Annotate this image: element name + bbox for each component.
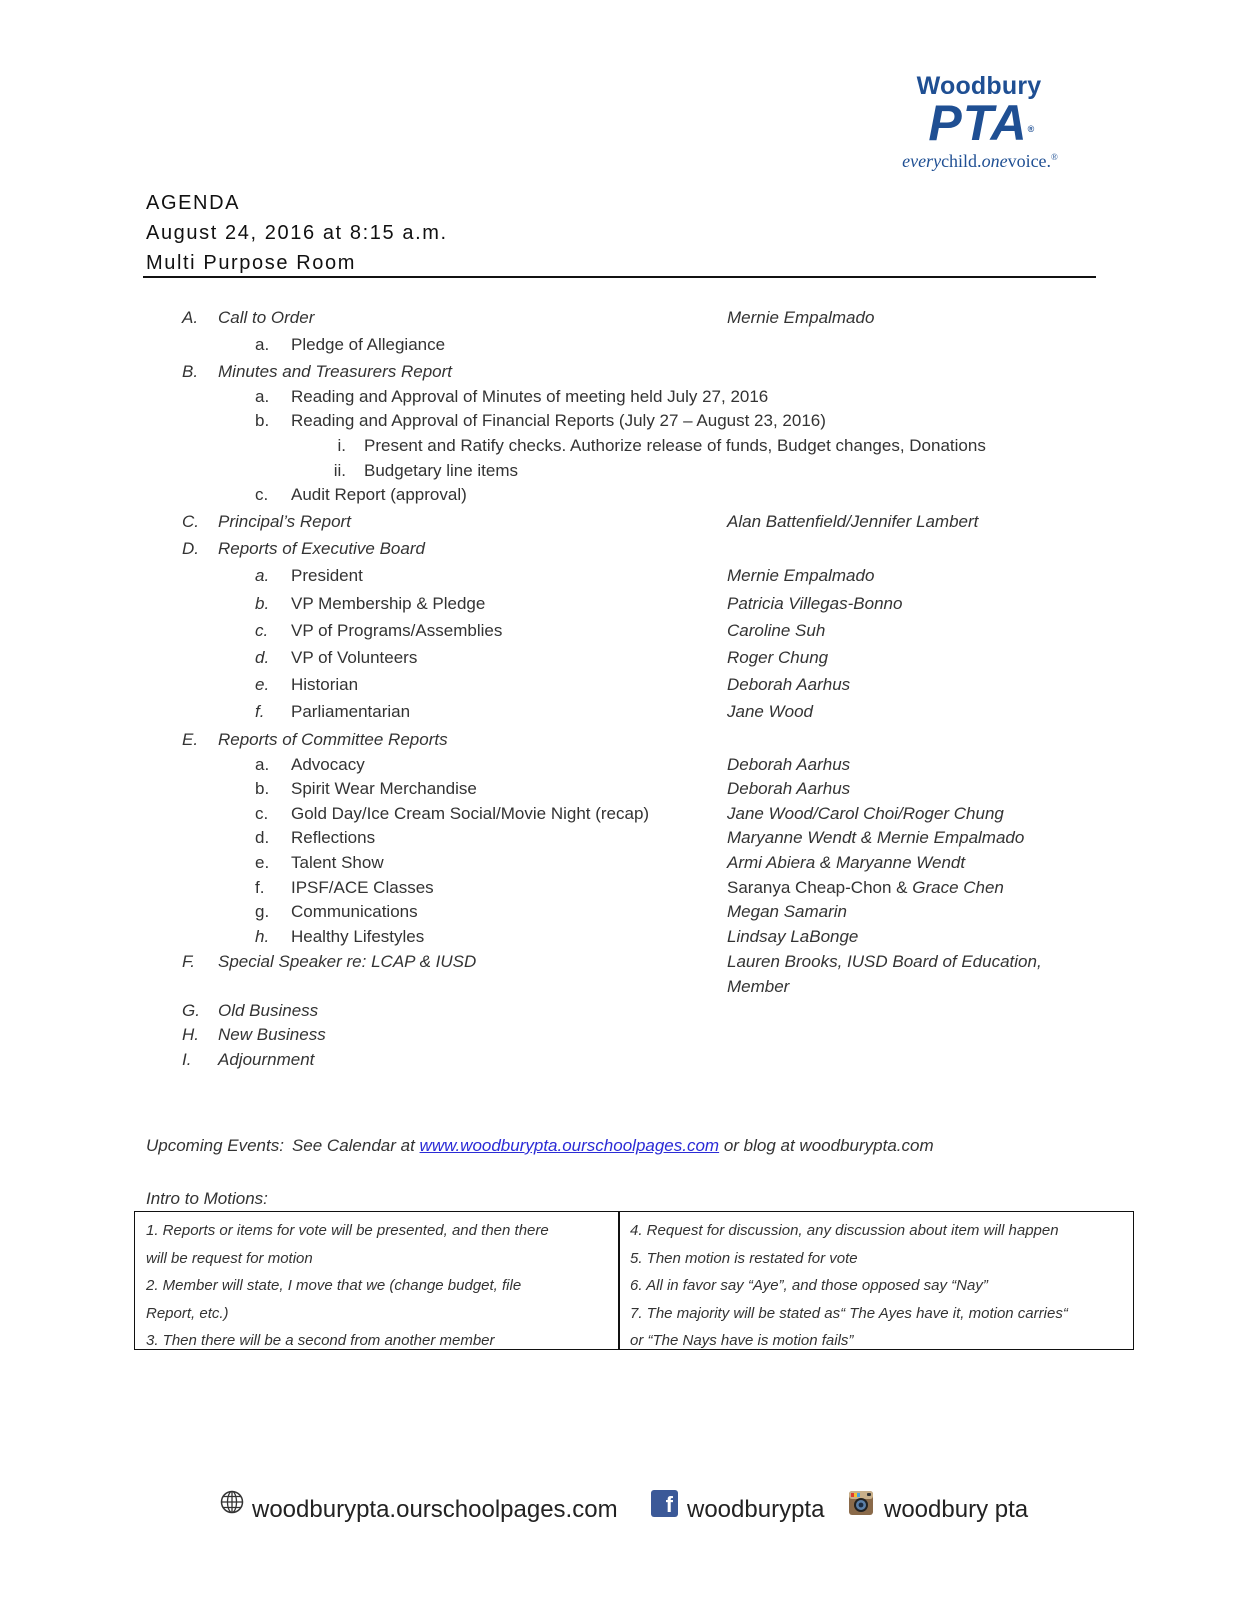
header-divider — [143, 276, 1096, 278]
presenter-name: Alan Battenfield/Jennifer Lambert — [727, 512, 979, 531]
calendar-link[interactable]: www.woodburypta.ourschoolpages.com — [419, 1136, 720, 1155]
motion-line: will be request for motion — [146, 1249, 313, 1267]
presenter-name: Patricia Villegas-Bonno — [727, 594, 903, 613]
motions-table — [134, 1211, 1134, 1350]
motion-line: 5. Then motion is restated for vote — [630, 1249, 858, 1267]
meeting-location: Multi Purpose Room — [146, 252, 356, 274]
footer-contacts — [0, 1488, 1236, 1528]
presenter-name: Jane Wood/Carol Choi/Roger Chung — [727, 804, 1004, 823]
upcoming-events: Upcoming Events: See Calendar at www.woodburypta.ourschoolpages.com or blog at woodburypta.com — [146, 1136, 934, 1155]
page-title: AGENDA — [146, 192, 241, 214]
presenter-name: Mernie Empalmado — [727, 566, 875, 585]
motions-left-column — [146, 1217, 549, 1355]
facebook-icon: f — [651, 1490, 678, 1517]
logo-pta: PTA ® — [928, 95, 1036, 151]
presenter-name: Roger Chung — [727, 648, 829, 667]
motion-line: 1. Reports or items for vote will be presented, and then there — [146, 1222, 549, 1239]
presenter-name: Deborah Aarhus — [727, 779, 851, 798]
presenter-name: Armi Abiera & Maryanne Wendt — [727, 853, 966, 872]
motion-line: Report, etc.) — [146, 1304, 229, 1322]
presenter-name: Member — [727, 977, 790, 996]
motions-right-column — [630, 1217, 1068, 1355]
logo-tagline: everychild.onevoice.® — [902, 151, 1058, 171]
motion-line: or “The Nays have is motion fails” — [630, 1332, 854, 1349]
motion-line: 3. Then there will be a second from another member — [146, 1332, 495, 1349]
upcoming-label: Upcoming Events: — [146, 1136, 284, 1155]
presenter-name: Lindsay LaBonge — [727, 927, 859, 946]
motion-line: 7. The majority will be stated as“ The Ayes have it, motion carries“ — [630, 1304, 1068, 1322]
motions-title: Intro to Motions: — [146, 1189, 268, 1208]
column-divider — [618, 1212, 620, 1349]
globe-icon — [220, 1490, 244, 1514]
logo-registered-mark: ® — [1027, 124, 1036, 134]
instagram-text: woodbury pta — [884, 1496, 1029, 1523]
presenter-name: Mernie Empalmado — [727, 308, 875, 327]
presenter-name: Deborah Aarhus — [727, 675, 851, 694]
presenter-name: Deborah Aarhus — [727, 755, 851, 774]
website-text: woodburypta.ourschoolpages.com — [252, 1496, 618, 1523]
logo-woodbury: Woodbury — [916, 72, 1042, 100]
meeting-date: August 24, 2016 at 8:15 a.m. — [146, 222, 448, 244]
agenda-header — [146, 188, 448, 278]
woodbury-pta-logo — [884, 72, 1084, 172]
presenter-name: Saranya Cheap-Chon & Grace Chen — [727, 878, 1004, 897]
presenter-name: Jane Wood — [727, 702, 813, 721]
presenter-name: Lauren Brooks, IUSD Board of Education, — [727, 952, 1042, 971]
instagram-icon — [848, 1490, 874, 1516]
presenter-name: Caroline Suh — [727, 621, 826, 640]
motion-line: 2. Member will state, I move that we (change budget, file — [146, 1277, 522, 1294]
presenter-name: Megan Samarin — [727, 902, 848, 921]
motion-line: 6. All in favor say “Aye”, and those opposed say “Nay” — [630, 1277, 988, 1294]
presenter-name: Maryanne Wendt & Mernie Empalmado — [727, 828, 1025, 847]
facebook-text: woodburypta — [687, 1496, 825, 1523]
motion-line: 4. Request for discussion, any discussion about item will happen — [630, 1222, 1059, 1239]
